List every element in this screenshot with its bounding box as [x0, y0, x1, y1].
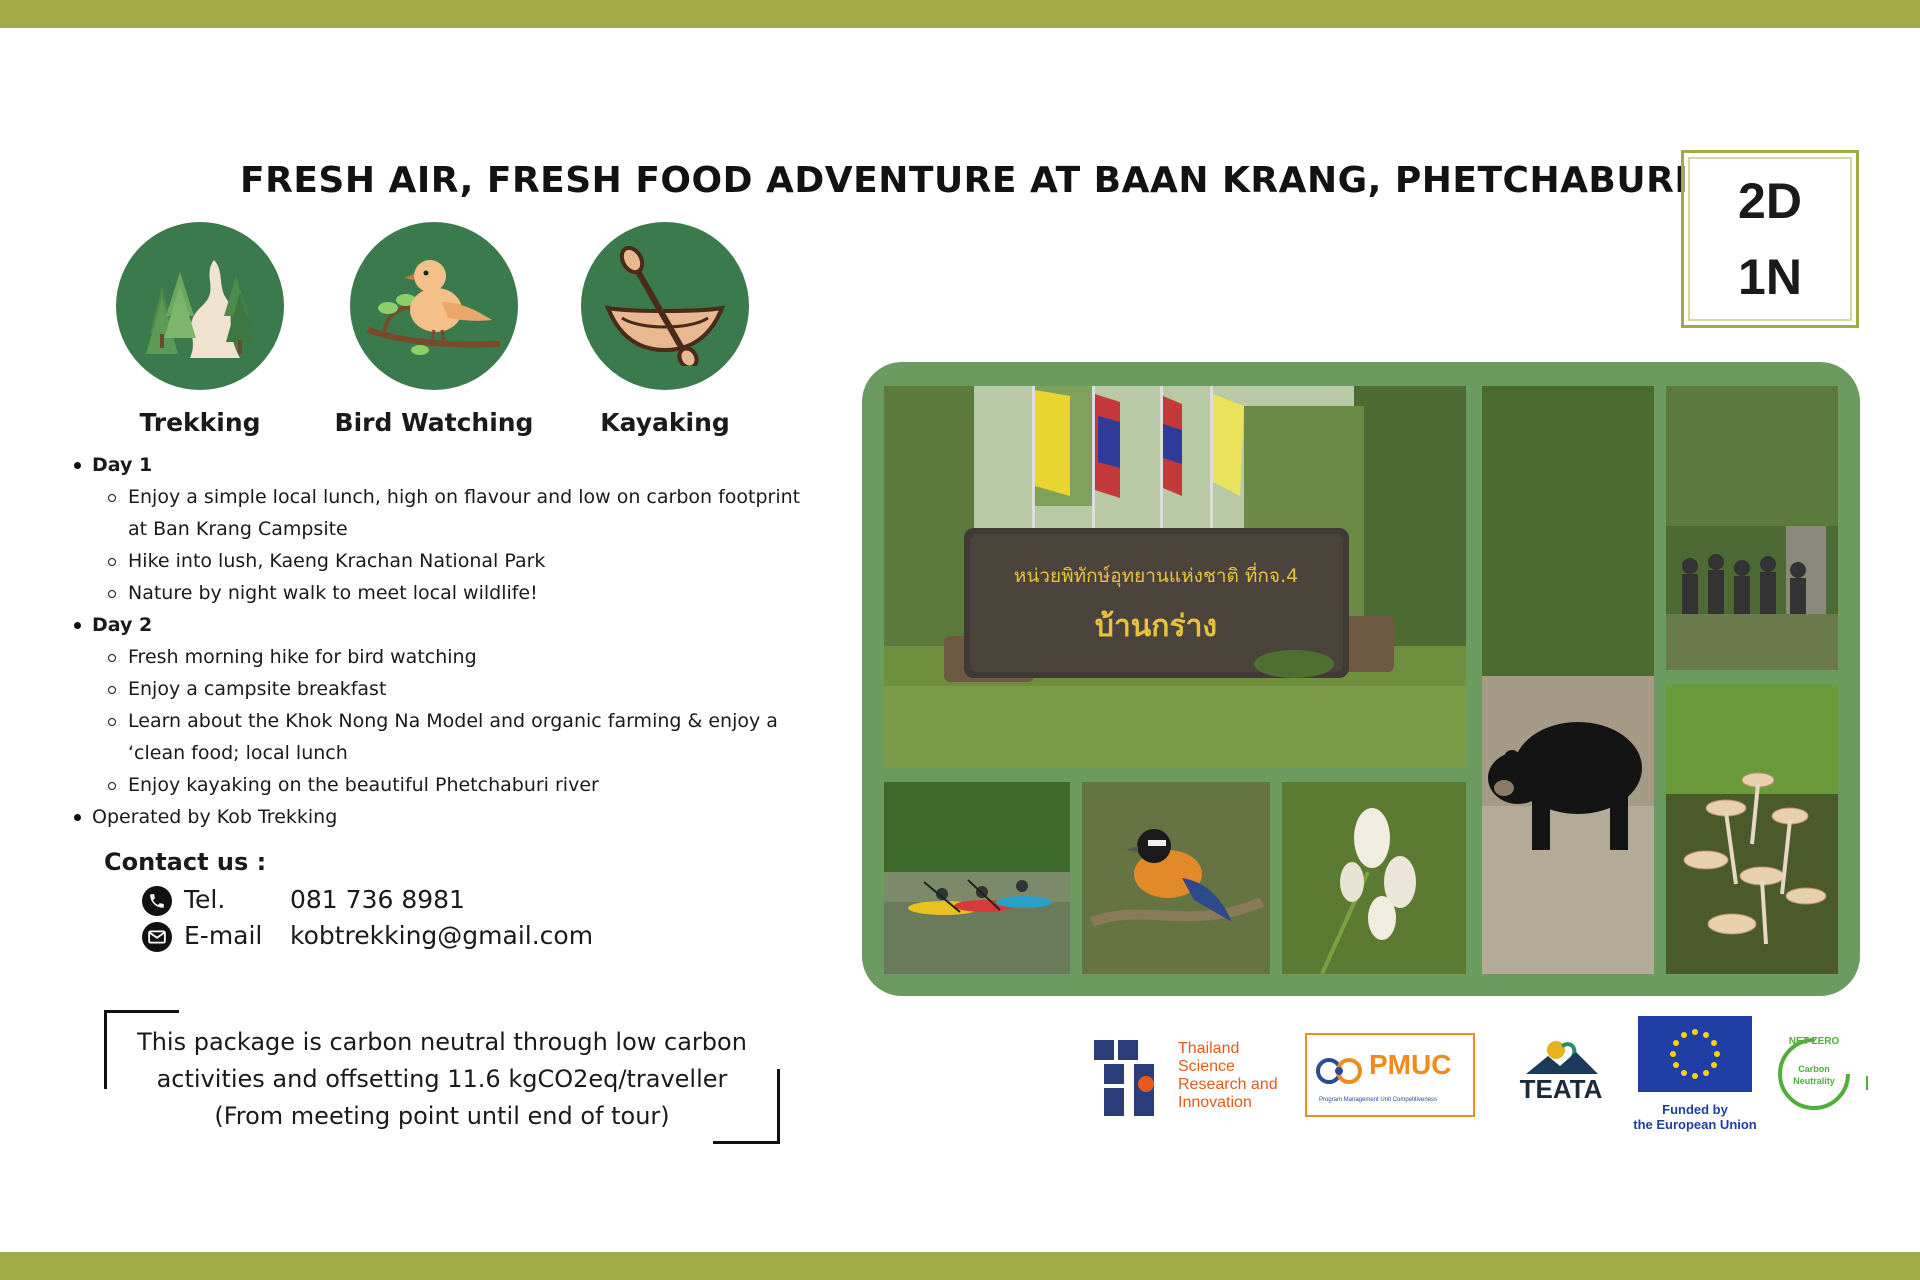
day2-label: Day 2	[92, 614, 153, 636]
svg-text:NET ZERO: NET ZERO	[1788, 1036, 1840, 1047]
photo-mushrooms	[1666, 684, 1838, 974]
activity-kayaking	[545, 222, 785, 437]
top-band	[0, 0, 1920, 28]
carbon-line: activities and offsetting 11.6 kgCO2eq/traveller	[156, 1065, 728, 1093]
day2-item: Learn about the Khok Nong Na Model and organic farming & enjoy a	[128, 710, 778, 732]
photo-gallery	[862, 362, 1860, 996]
pmuc-name: PMUC	[1369, 1049, 1452, 1080]
sub-bullet	[108, 494, 116, 502]
activity-label: Kayaking	[600, 408, 730, 437]
teata-name: TEATA	[1519, 1074, 1603, 1104]
day2-item-cont: ‘clean food; local lunch	[128, 742, 348, 764]
pmuc-logo-icon	[1315, 1051, 1367, 1091]
sign-line2: บ้านกร่าง	[1094, 609, 1218, 644]
trekking-icon	[116, 222, 284, 390]
day2-item: Enjoy a campsite breakfast	[128, 678, 387, 700]
eu-caption: Funded by the European Union	[1633, 1102, 1757, 1132]
activity-label: Bird Watching	[334, 408, 534, 437]
svg-text:Neutrality: Neutrality	[1793, 1076, 1835, 1086]
photo-park-sign	[884, 386, 1466, 768]
tsri-logo-icon	[1094, 1040, 1166, 1116]
duration-nights: 1N	[1738, 249, 1802, 305]
pmuc-subtitle: Program Management Unit Competitiveness	[1319, 1097, 1438, 1103]
day1-item: Enjoy a simple local lunch, high on flavour and low on carbon footprint	[128, 486, 801, 508]
logo-eu	[1630, 1016, 1760, 1136]
logo-tsri	[1094, 1040, 1284, 1116]
activity-label: Trekking	[139, 408, 261, 437]
phone-label: Tel.	[184, 885, 226, 914]
sub-bullet	[108, 654, 116, 662]
day1-item: Nature by night walk to meet local wildlife!	[128, 582, 538, 604]
day1-item: Hike into lush, Kaeng Krachan National Park	[128, 550, 546, 572]
duration-days: 2D	[1738, 173, 1802, 229]
kayak-icon	[581, 222, 749, 390]
sub-bullet	[108, 718, 116, 726]
carbon-line: (From meeting point until end of tour)	[214, 1102, 670, 1130]
bottom-band	[0, 1252, 1920, 1280]
phone-number[interactable]: 081 736 8981	[290, 885, 465, 914]
sub-bullet	[108, 590, 116, 598]
photo-bird	[1082, 782, 1270, 974]
operator-text: Operated by Kob Trekking	[92, 806, 338, 828]
contact-section	[104, 848, 594, 954]
day2-item: Enjoy kayaking on the beautiful Phetchaburi river	[128, 774, 599, 796]
logo-net-zero	[1772, 1030, 1856, 1114]
carbon-note	[104, 1010, 780, 1144]
logo-teata	[1506, 1036, 1616, 1116]
eu-flag-icon	[1638, 1016, 1752, 1092]
sub-bullet	[108, 782, 116, 790]
phone-icon	[142, 886, 172, 916]
logo-pmuc	[1305, 1033, 1475, 1117]
sign-line1: หน่วยพิทักษ์อุทยานแห่งชาติ ที่กจ.4	[1013, 565, 1299, 587]
carbon-text	[118, 1024, 766, 1135]
teata-logo-icon	[1506, 1036, 1616, 1076]
svg-text:Carbon: Carbon	[1798, 1064, 1830, 1074]
day1-item-cont: at Ban Krang Campsite	[128, 518, 348, 540]
email-address[interactable]: kobtrekking@gmail.com	[290, 921, 594, 950]
divider-mark	[1866, 1076, 1868, 1090]
sub-bullet	[108, 558, 116, 566]
bullet-dot	[74, 462, 81, 469]
photo-kayaking	[884, 782, 1070, 974]
sub-bullet	[108, 686, 116, 694]
activity-trekking	[80, 222, 320, 437]
email-icon	[142, 922, 172, 952]
photo-flower	[1282, 782, 1466, 974]
day2-item: Fresh morning hike for bird watching	[128, 646, 477, 668]
bird-icon	[350, 222, 518, 390]
photo-group	[1666, 386, 1838, 670]
activity-bird-watching	[314, 222, 554, 437]
photo-bear	[1482, 386, 1654, 974]
email-label: E-mail	[184, 921, 263, 950]
net-zero-badge-icon	[1772, 1030, 1856, 1114]
tsri-name: Thailand Science Research and Innovation	[1178, 1040, 1278, 1111]
page-title: FRESH AIR, FRESH FOOD ADVENTURE AT BAAN KRANG, PHETCHABURI	[240, 160, 1689, 201]
contact-heading: Contact us :	[104, 848, 267, 876]
bullet-dot	[74, 622, 81, 629]
contact-email-row	[104, 918, 594, 954]
day1-label: Day 1	[92, 454, 153, 476]
contact-phone-row	[104, 882, 465, 918]
duration-badge	[1681, 150, 1859, 328]
carbon-line: This package is carbon neutral through low carbon	[137, 1028, 747, 1056]
bullet-dot	[74, 814, 81, 821]
